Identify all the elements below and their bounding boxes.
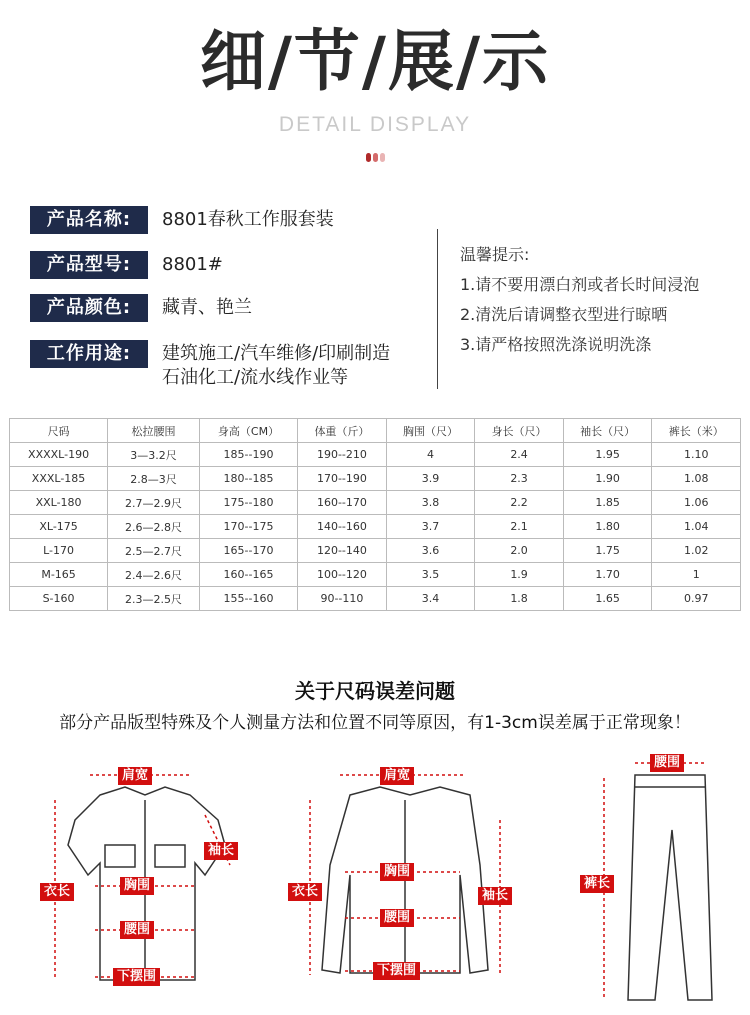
- table-cell: 170--175: [199, 515, 297, 539]
- table-cell: 180--185: [199, 467, 297, 491]
- vertical-divider: [437, 229, 438, 389]
- size-col-header: 体重（斤）: [298, 419, 387, 443]
- size-error-title: 关于尺码误差问题: [295, 679, 455, 703]
- table-cell: 2.1: [475, 515, 564, 539]
- table-cell: XXXXL-190: [10, 443, 108, 467]
- size-col-header: 尺码: [10, 419, 108, 443]
- chest-label-2: 胸围: [380, 863, 414, 881]
- table-cell: 2.0: [475, 539, 564, 563]
- product-name-value: 8801春秋工作服套装: [162, 209, 334, 230]
- product-name-label: 产品名称:: [30, 206, 148, 234]
- hem-label-2: 下摆围: [373, 962, 420, 980]
- table-cell: 1.75: [563, 539, 652, 563]
- table-cell: 155--160: [199, 587, 297, 611]
- table-cell: 3.4: [386, 587, 475, 611]
- table-cell: XXL-180: [10, 491, 108, 515]
- table-cell: 1.70: [563, 563, 652, 587]
- size-col-header: 松拉腰围: [108, 419, 200, 443]
- short-sleeve-shirt-measures: [55, 775, 230, 977]
- care-tip-3: 3.请严格按照洗涤说明洗涤: [460, 335, 652, 354]
- pants-length-label: 裤长: [580, 875, 614, 893]
- waist-label-2: 腰围: [380, 909, 414, 927]
- sleeve-label-2: 袖长: [478, 887, 512, 905]
- shoulder-label-1: 肩宽: [118, 767, 152, 785]
- table-cell: 2.4—2.6尺: [108, 563, 200, 587]
- table-cell: 2.7—2.9尺: [108, 491, 200, 515]
- product-name-row: [30, 206, 334, 234]
- product-color-row: [30, 294, 252, 322]
- table-cell: 1.85: [563, 491, 652, 515]
- table-cell: 1.80: [563, 515, 652, 539]
- table-cell: 120--140: [298, 539, 387, 563]
- product-usage-line-2: 石油化工/流水线作业等: [162, 367, 349, 388]
- table-cell: 3.9: [386, 467, 475, 491]
- table-cell: XXXL-185: [10, 467, 108, 491]
- table-cell: 90--110: [298, 587, 387, 611]
- shoulder-label-2: 肩宽: [380, 767, 414, 785]
- table-cell: 4: [386, 443, 475, 467]
- product-model-label: 产品型号:: [30, 251, 148, 279]
- product-usage-line-1: 建筑施工/汽车维修/印刷制造: [162, 343, 391, 364]
- table-cell: 1.08: [652, 467, 741, 491]
- table-cell: 1.04: [652, 515, 741, 539]
- dot-3: [380, 153, 385, 162]
- length-label-2: 衣长: [288, 883, 322, 901]
- table-cell: 3.8: [386, 491, 475, 515]
- table-cell: 165--170: [199, 539, 297, 563]
- table-row: [10, 563, 741, 587]
- table-cell: 1: [652, 563, 741, 587]
- table-cell: XL-175: [10, 515, 108, 539]
- care-tips: [460, 240, 699, 360]
- size-col-header: 袖长（尺）: [563, 419, 652, 443]
- size-error-text: 部分产品版型特殊及个人测量方法和位置不同等原因，有1-3cm误差属于正常现象！: [59, 713, 691, 733]
- table-cell: 0.97: [652, 587, 741, 611]
- table-cell: 190--210: [298, 443, 387, 467]
- table-cell: 100--120: [298, 563, 387, 587]
- table-cell: 175--180: [199, 491, 297, 515]
- table-cell: 2.4: [475, 443, 564, 467]
- product-color-value: 藏青、艳兰: [162, 297, 252, 318]
- product-model-row: [30, 251, 223, 279]
- product-usage-value: [162, 342, 390, 390]
- size-col-header: 身长（尺）: [475, 419, 564, 443]
- table-cell: 1.02: [652, 539, 741, 563]
- size-col-header: 裤长（米）: [652, 419, 741, 443]
- table-cell: 1.90: [563, 467, 652, 491]
- table-row: [10, 539, 741, 563]
- table-cell: 2.3: [475, 467, 564, 491]
- decorative-dots: [366, 153, 385, 162]
- table-cell: 2.2: [475, 491, 564, 515]
- care-tips-title: 温馨提示:: [460, 245, 530, 264]
- size-table: [9, 418, 741, 611]
- table-row: [10, 587, 741, 611]
- table-cell: 2.3—2.5尺: [108, 587, 200, 611]
- table-cell: 170--190: [298, 467, 387, 491]
- table-cell: 140--160: [298, 515, 387, 539]
- care-tip-2: 2.清洗后请调整衣型进行晾晒: [460, 305, 668, 324]
- care-tip-1: 1.请不要用漂白剂或者长时间浸泡: [460, 275, 700, 294]
- table-row: [10, 443, 741, 467]
- table-cell: 160--165: [199, 563, 297, 587]
- size-table-header: [10, 419, 741, 443]
- table-cell: 2.5—2.7尺: [108, 539, 200, 563]
- product-model-value: 8801#: [162, 254, 223, 275]
- hem-label-1: 下摆围: [113, 968, 160, 986]
- length-label-1: 衣长: [40, 883, 74, 901]
- trousers-diagram: [628, 775, 712, 1000]
- table-cell: M-165: [10, 563, 108, 587]
- table-cell: L-170: [10, 539, 108, 563]
- table-cell: 3.7: [386, 515, 475, 539]
- table-cell: 3.5: [386, 563, 475, 587]
- table-cell: 2.6—2.8尺: [108, 515, 200, 539]
- table-cell: 1.95: [563, 443, 652, 467]
- chest-label-1: 胸围: [120, 877, 154, 895]
- table-cell: 1.10: [652, 443, 741, 467]
- table-row: [10, 491, 741, 515]
- table-cell: 1.8: [475, 587, 564, 611]
- table-cell: 1.06: [652, 491, 741, 515]
- dot-2: [373, 153, 378, 162]
- table-cell: 3.6: [386, 539, 475, 563]
- sleeve-label-1: 袖长: [204, 842, 238, 860]
- table-cell: 185--190: [199, 443, 297, 467]
- table-cell: 2.8—3尺: [108, 467, 200, 491]
- table-cell: 1.9: [475, 563, 564, 587]
- trousers-measures: [604, 763, 705, 1000]
- table-row: [10, 515, 741, 539]
- waist-label-3: 腰围: [650, 754, 684, 772]
- page-title: 细/节/展/示: [199, 23, 551, 100]
- table-cell: S-160: [10, 587, 108, 611]
- size-col-header: 胸围（尺）: [386, 419, 475, 443]
- size-col-header: 身高（CM）: [199, 419, 297, 443]
- product-usage-label: 工作用途:: [30, 340, 148, 368]
- table-cell: 160--170: [298, 491, 387, 515]
- table-row: [10, 467, 741, 491]
- product-usage-row: [30, 340, 390, 390]
- table-cell: 1.65: [563, 587, 652, 611]
- waist-label-1: 腰围: [120, 921, 154, 939]
- dot-1: [366, 153, 371, 162]
- table-cell: 3—3.2尺: [108, 443, 200, 467]
- page-subtitle: DETAIL DISPLAY: [278, 113, 472, 136]
- product-color-label: 产品颜色:: [30, 294, 148, 322]
